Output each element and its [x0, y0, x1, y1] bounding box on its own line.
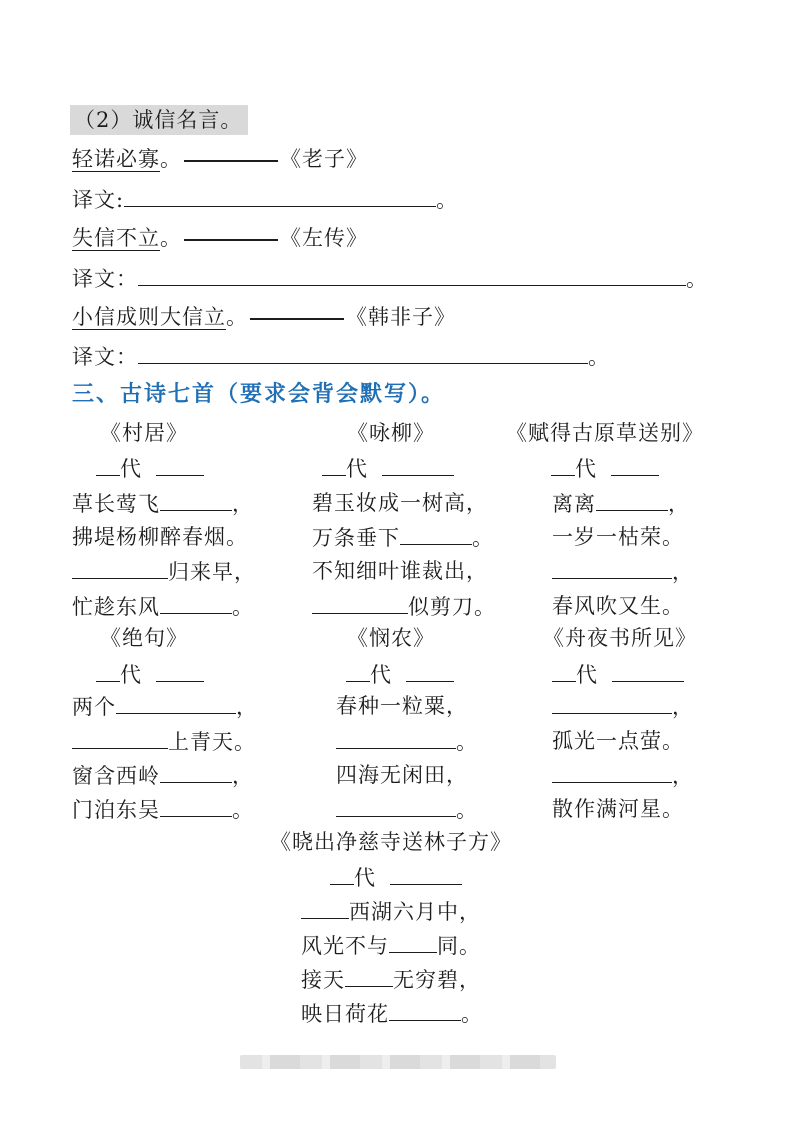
quote-line-3: 小信成则大信立。 《韩非子》	[72, 305, 456, 329]
poem-title-zhouye: 《舟夜书所见》	[543, 626, 697, 650]
author-blank[interactable]	[612, 661, 684, 682]
answer-blank[interactable]	[301, 898, 349, 919]
answer-blank[interactable]	[552, 558, 672, 579]
poem-line: 春种一粒粟，	[336, 694, 468, 718]
poem-line: 上青天。	[72, 728, 256, 755]
quote-text: 轻诺必寡	[72, 147, 160, 171]
answer-blank[interactable]	[552, 762, 672, 783]
dynasty-blank[interactable]	[346, 661, 370, 682]
poem-line: 两个 ，	[72, 695, 258, 719]
poem-line: 离离 ，	[552, 492, 690, 516]
poem-line: 碧玉妆成一树高，	[312, 491, 488, 515]
author-blank[interactable]	[156, 455, 204, 476]
answer-blank[interactable]	[160, 593, 232, 614]
poem-line: 门泊东吴 。	[72, 798, 254, 822]
answer-blank[interactable]	[389, 932, 437, 953]
poem-line: ，	[552, 762, 694, 789]
answer-blank[interactable]	[72, 728, 168, 749]
dynasty-author-line: 代	[322, 455, 454, 482]
dash-separator	[184, 160, 278, 162]
answer-blank[interactable]	[312, 593, 408, 614]
translation-line-3: 译文： 。	[72, 345, 610, 369]
poem-line: 忙趁东风 。	[72, 595, 254, 619]
poem-line: 接天 无穷碧，	[301, 968, 481, 992]
dynasty-blank[interactable]	[330, 864, 354, 885]
answer-blank[interactable]	[336, 796, 456, 817]
poem-title-fude: 《赋得古原草送别》	[506, 421, 704, 445]
blurred-footer	[240, 1055, 556, 1069]
answer-blank[interactable]	[389, 1000, 461, 1021]
answer-blank[interactable]	[138, 265, 686, 286]
poem-line: ，	[552, 558, 694, 585]
poem-line: 春风吹又生。	[552, 594, 684, 618]
poem-line: 不知细叶谁裁出，	[312, 559, 488, 583]
author-blank[interactable]	[390, 864, 462, 885]
dynasty-blank[interactable]	[552, 661, 576, 682]
answer-blank[interactable]	[138, 343, 588, 364]
quote-source: 《韩非子》	[346, 305, 456, 329]
quote-source: 《左传》	[280, 226, 368, 250]
translation-label: 译文:	[72, 188, 125, 212]
poem-title-yongliu: 《咏柳》	[347, 421, 435, 445]
poem-line: ，	[552, 693, 694, 720]
poem-title-jueju: 《绝句》	[100, 626, 188, 650]
translation-line-2: 译文： 。	[72, 267, 708, 291]
answer-blank[interactable]	[160, 762, 232, 783]
author-blank[interactable]	[611, 455, 659, 476]
poem-title-minnong: 《悯农》	[347, 626, 435, 650]
answer-blank[interactable]	[552, 693, 672, 714]
poem-line: 散作满河星。	[552, 797, 684, 821]
dynasty-author-line: 代	[96, 455, 204, 482]
quote-text: 失信不立	[72, 226, 160, 250]
dynasty-author-line: 代	[96, 661, 204, 688]
translation-line-1: 译文: 。	[72, 188, 459, 212]
poem-line: 。	[336, 796, 478, 823]
dynasty-author-line: 代	[346, 661, 454, 688]
answer-blank[interactable]	[336, 728, 456, 749]
answer-blank[interactable]	[400, 524, 472, 545]
poem-line: 似剪刀。	[312, 593, 496, 620]
answer-blank[interactable]	[124, 186, 436, 207]
section-heading: （2）诚信名言。	[70, 105, 248, 135]
dynasty-blank[interactable]	[96, 455, 120, 476]
answer-blank[interactable]	[116, 693, 236, 714]
quote-line-2: 失信不立。 《左传》	[72, 226, 368, 250]
poem-line: 映日荷花 。	[301, 1002, 483, 1026]
poem-line: 归来早，	[72, 558, 256, 585]
dynasty-blank[interactable]	[96, 661, 120, 682]
quote-text: 小信成则大信立	[72, 305, 226, 329]
poem-line: 一岁一枯荣。	[552, 525, 684, 549]
answer-blank[interactable]	[160, 490, 232, 511]
quote-line-1: 轻诺必寡。 《老子》	[72, 147, 368, 171]
author-blank[interactable]	[382, 455, 454, 476]
dash-separator	[250, 318, 344, 320]
quote-source: 《老子》	[280, 147, 368, 171]
poem-line: 。	[336, 728, 478, 755]
poem-line: 西湖六月中，	[301, 898, 481, 925]
poem-line: 四海无闲田，	[336, 763, 468, 787]
poem-line: 孤光一点萤。	[552, 729, 684, 753]
poem-line: 风光不与 同。	[301, 934, 481, 958]
poem-line: 万条垂下 。	[312, 526, 494, 550]
poem-line: 拂堤杨柳醉春烟。	[72, 525, 248, 549]
author-blank[interactable]	[156, 661, 204, 682]
poem-line: 窗含西岭 ，	[72, 764, 254, 788]
translation-label: 译文：	[72, 345, 138, 369]
dynasty-blank[interactable]	[551, 455, 575, 476]
dynasty-author-line: 代	[551, 455, 659, 482]
answer-blank[interactable]	[72, 558, 168, 579]
dynasty-author-line: 代	[330, 864, 462, 891]
answer-blank[interactable]	[596, 490, 668, 511]
dynasty-blank[interactable]	[322, 455, 346, 476]
dash-separator	[184, 239, 278, 241]
translation-label: 译文：	[72, 267, 138, 291]
answer-blank[interactable]	[345, 966, 393, 987]
poem-title-cunju: 《村居》	[100, 421, 188, 445]
dynasty-author-line: 代	[552, 661, 684, 688]
author-blank[interactable]	[406, 661, 454, 682]
poem-line: 草长莺飞 ，	[72, 492, 254, 516]
section-3-heading: 三、古诗七首（要求会背会默写）。	[72, 381, 446, 407]
poem-title-xiaochu: 《晓出净慈寺送林子方》	[270, 830, 512, 854]
answer-blank[interactable]	[160, 796, 232, 817]
